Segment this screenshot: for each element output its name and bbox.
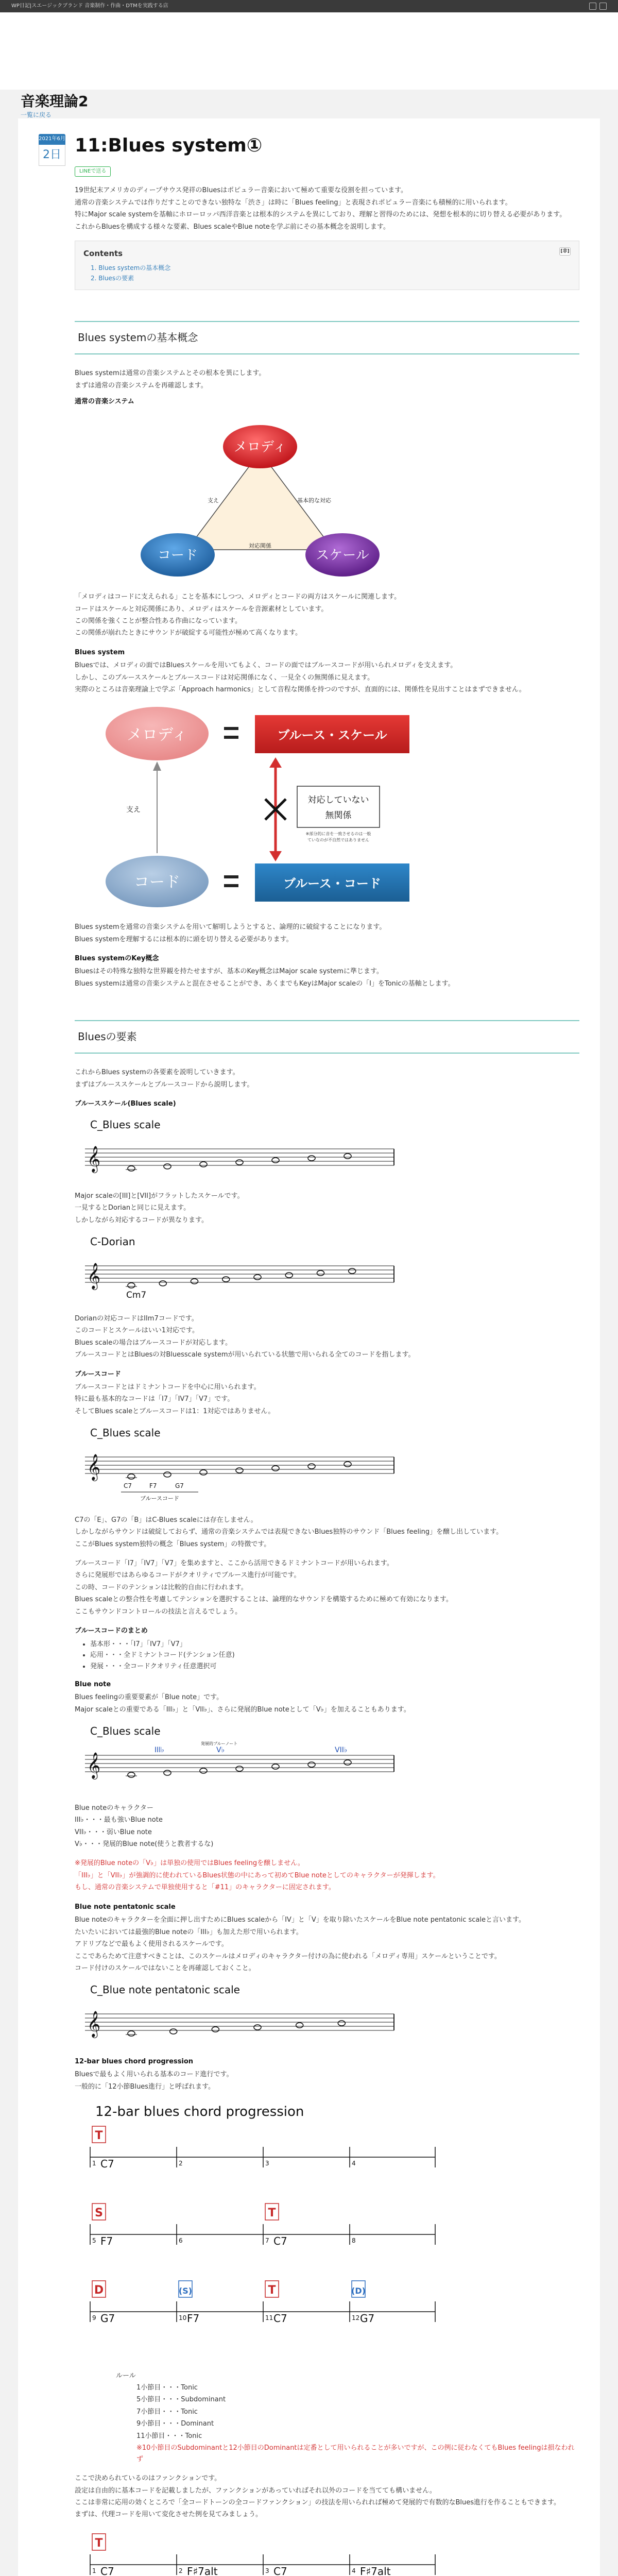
staff-title: C_Blue note pentatonic scale	[90, 1984, 240, 1996]
text: Blues systemは通常の音楽システムと混在させることができ、あくまでもKeyはMajor scaleの「I」をTonicの基軸とします。	[75, 979, 455, 988]
subheading: Blue note pentatonic scale	[75, 1903, 176, 1911]
text: Blues feelingの重要要素が「Blue note」です。	[75, 1693, 224, 1702]
staff-pentatonic	[75, 1982, 579, 2047]
note-head	[128, 1166, 135, 1171]
chord-summary-list	[75, 1639, 579, 1672]
text: Bluesでは、メロディの面ではBluesスケールを用いてもよく、コードの面ではブルースコードが用いられメロディを支えます。	[75, 662, 457, 670]
treble-clef-icon: 𝄞	[87, 1263, 101, 1290]
note-head	[296, 2023, 303, 2028]
text: アドリブなどで最もよく使用されるスケールです。	[75, 1940, 228, 1948]
subheading: 通常の音楽システム	[75, 398, 134, 406]
intro-line: 特にMajor scale systemを基軸にホローロッパ西洋音楽とは根本的システムを異にしており、理解と習得のためには、発想を根本的に切り替える必要があります。	[75, 211, 566, 219]
note-head	[191, 1279, 198, 1284]
share-icon[interactable]	[599, 3, 607, 10]
treble-clef-icon: 𝄞	[87, 2011, 101, 2038]
note-head	[308, 1464, 315, 1469]
measure-number: 1	[92, 2567, 96, 2574]
site-title[interactable]: 音楽理論2	[21, 93, 89, 110]
rule-item: 9小節目・・・Dominant	[136, 2420, 214, 2428]
toc-title: Contents	[83, 249, 123, 259]
section-heading: Blues systemの基本概念	[75, 321, 579, 354]
note-head	[349, 1268, 356, 1274]
intro	[75, 185, 579, 232]
text: ブルースコードとはドミナントコードを中心に用いられます。	[75, 1383, 261, 1391]
text: たいたいにおいては最強的Blue noteの「III♭」も加えた形で用いられます。	[75, 1928, 303, 1936]
treble-clef-icon: 𝄞	[87, 1454, 101, 1481]
text: まずはブルーススケールとブルースコードから説明します。	[75, 1080, 254, 1089]
text: Blues systemは通常の音楽システムとその根本を異にします。	[75, 369, 266, 378]
note-head	[338, 2021, 345, 2026]
text: Bluesで最もよく用いられる基本のコード進行です。	[75, 2071, 233, 2079]
function-label: S	[95, 2207, 103, 2220]
note-head	[308, 1762, 315, 1767]
text: ここで決められているのはファンクションです。	[75, 2475, 221, 2483]
text: コード付けのスケールではないことを再確認しておくこと。	[75, 1964, 255, 1972]
edge-support-label: 支え	[208, 497, 219, 504]
fig2-chord-label: コード	[134, 873, 180, 891]
triangle-diagram	[75, 415, 579, 583]
text: しかし、このブルーススケールとブルースコードは対応関係になく、一見全くの無関係に見えます。	[75, 673, 374, 682]
subheading: Blues systemのKey概念	[75, 954, 159, 962]
chord-symbol: C7	[273, 2565, 287, 2576]
measure-number: 2	[179, 2567, 183, 2574]
subheading: 12-bar blues chord progression	[75, 2057, 194, 2065]
warning-note	[75, 1858, 579, 1893]
note-head	[170, 2029, 177, 2034]
list-item: • 基本形・・・「I7」「IV7」「V7」	[90, 1639, 579, 1650]
text: C7の「E」、G7の「B」はC-Blues scaleには存在しません。	[75, 1516, 258, 1524]
text: まずは通常の音楽システムを再確認します。	[75, 381, 208, 389]
measure-number: 8	[352, 2237, 356, 2245]
measure-number: 7	[265, 2237, 269, 2245]
note-head	[272, 1764, 279, 1769]
subheading: ブルースコードのまとめ	[75, 1627, 148, 1635]
rule-item: 7小節目・・・Tonic	[136, 2408, 198, 2416]
chord-symbol: F♯7alt	[187, 2565, 218, 2576]
text: これからBlues systemの各要素を説明していきます。	[75, 1069, 239, 1077]
text: V♭・・・発展的Blue note(使うと教者するな)	[75, 1840, 214, 1849]
section-heading: Bluesの要素	[75, 1020, 579, 1054]
text: 「III♭」と「VII♭」が強調的に使われているBlues状態の中にあって初めてBlue noteとしてのキャラクターが発揮します。	[75, 1871, 440, 1879]
measure-number: 2	[179, 2160, 183, 2167]
text: もし、通常の音楽システムで単独使用すると「#11」のキャラクターに固定されます。	[75, 1884, 335, 1892]
date-badge	[39, 134, 65, 166]
text: コードはスケールと対応関係にあり、メロディはスケールを音源素材としています。	[75, 605, 328, 613]
text: Blue noteのキャラクターを全面に押し出すためにBlues scaleから「IV」と「V」を取り除いたスケールをBlue note pentatonic scaleと言います。	[75, 1916, 525, 1924]
chord-label: コード	[157, 547, 198, 563]
staff-blues-scale	[75, 1117, 579, 1182]
note-head	[164, 1164, 171, 1169]
note-head	[272, 1466, 279, 1471]
chord-symbol: F7	[100, 2235, 113, 2248]
measure-number: 4	[352, 2567, 356, 2574]
text: Blues systemを通常の音楽システムを用いて解明しようとすると、論理的に破綻することになります。	[75, 923, 386, 931]
blue-note-mark: III♭	[154, 1746, 164, 1755]
text: Blues scaleの場合はブルースコードが対応します。	[75, 1338, 232, 1347]
note-head	[128, 1772, 135, 1777]
fig2-blues-chord-label: ブルース・コード	[283, 876, 381, 891]
date-day: 2日	[39, 145, 65, 166]
text: ここは非常に応用の効くところで「全コードトーンの全コードファンクション」の技法を用いられれば極めて発展的で有数的なBlues進行を作ることもできます。	[75, 2498, 560, 2506]
text: ここもサウンドコントロールの技法と言えるでしょう。	[75, 1607, 242, 1616]
back-link[interactable]: 一覧に戻る	[21, 111, 52, 118]
rule-item: 11小節目・・・Tonic	[136, 2432, 202, 2440]
text: 設定は自由的に基本コードを記載しましたが、ファンクションがあっていればそれ以外のコードを当てても構いません。	[75, 2486, 436, 2495]
text: この関係が崩れたときにサウンドが破綻する可能性が極めて高くなります。	[75, 629, 302, 637]
toc-item[interactable]: 1. Blues systemの基本概念	[91, 264, 171, 272]
text: この関係を強くことが整合性ある作曲になっています。	[75, 617, 242, 625]
topbar-icons	[589, 3, 607, 10]
text: ※発展的Blue noteの「V♭」は単独の使用ではBlues feelingを醸しません。	[75, 1859, 304, 1868]
subheading: Blue note	[75, 1680, 111, 1688]
note-head	[344, 1462, 351, 1467]
text: しかしながら対応するコードが異なります。	[75, 1216, 208, 1224]
edge-relation-label: 対応関係	[249, 542, 271, 549]
function-label: T	[268, 2284, 276, 2297]
note-head	[128, 1283, 135, 1288]
post-title: 11:Blues system①	[75, 135, 263, 156]
intro-line: 19世紀末アメリカのディープサウス発祥のBluesはポピュラー音楽において極めて重要な役割を担っています。	[75, 187, 408, 195]
intro-line: 通常の音楽システムでは作りだすことのできない独特な「渋さ」は時に「Blues feeling」と表現されポピュラー音楽にも積極的に用いられます。	[75, 198, 512, 207]
article	[18, 118, 600, 2576]
fig2-melody-label: メロディ	[127, 725, 187, 744]
staff-title: C_Blues scale	[90, 1427, 161, 1439]
menu-icon[interactable]	[589, 3, 596, 10]
text: まずは、代理コードを用いて変化させた例を見てみましょう。	[75, 2511, 263, 2519]
text: しかしながらサウンドは破綻しておらず、通常の音楽システムでは表現できないBlues独特のサウンド「Blues feeling」を醸し出しています。	[75, 1528, 503, 1536]
chord-symbol: G7	[360, 2312, 375, 2325]
rule-block	[75, 2370, 579, 2465]
measure-number: 5	[92, 2237, 96, 2245]
fig2-blues-scale-label: ブルース・スケール	[277, 727, 387, 742]
staff-note: 発展的ブルーノート	[201, 1741, 238, 1747]
text: 「メロディはコードに支えられる」ことを基本にしつつ、メロディとコードの両方はスケールに関連します。	[75, 593, 401, 601]
fig2-support-label: 支え	[126, 805, 141, 814]
measure-number: 12	[352, 2314, 360, 2322]
text: 一見するとDorianと同じに見えます。	[75, 1204, 191, 1212]
rule-note: ※10小節目のSubdominantと12小節目のDominantは定番として用いられることが多いですが、この例に従わなくてもBlues feelingは損なわれず	[136, 2444, 575, 2463]
function-label: T	[95, 2129, 103, 2143]
text: この時、コードのテンションは比較的自由に行われます。	[75, 1583, 248, 1591]
measure-number: 9	[92, 2314, 96, 2322]
staff-blues-chords	[75, 1425, 579, 1506]
note-head	[128, 2031, 135, 2036]
note-head	[222, 1277, 230, 1282]
text: ブルースコード「I7」「IV7」「V7」を集めますと、ここから活用できるドミナントコードが用いられます。	[75, 1560, 393, 1568]
table-of-contents	[75, 241, 579, 290]
edge-basic-label: 基本的な対応	[297, 497, 331, 504]
text: ここであらためて注意すべきことは、このスケールはメロディのキャラクター付けの為に使われる「メロディ専用」スケールということです。	[75, 1952, 501, 1960]
note-head	[236, 1468, 243, 1473]
blue-note-mark: V♭	[216, 1746, 225, 1755]
chord-symbol: G7	[100, 2312, 115, 2325]
top-bar	[0, 0, 618, 12]
site-header	[0, 12, 618, 118]
measure-number: 10	[179, 2314, 187, 2322]
text: Blues systemを理解するには根本的に頭を切り替える必要があります。	[75, 935, 293, 943]
text: このコードとスケールはいい1対応です。	[75, 1327, 199, 1335]
staff-chord: G7	[175, 1482, 184, 1490]
function-label: (S)	[178, 2286, 193, 2296]
note-head	[272, 1158, 279, 1163]
measure-number: 3	[265, 2567, 269, 2574]
text: Major scaleの[III]と[VII]がフラットしたスケールです。	[75, 1192, 244, 1200]
measure-number: 1	[92, 2160, 96, 2167]
chord-symbol: F7	[187, 2312, 200, 2325]
progression-title: 12-bar blues chord progression	[95, 2104, 304, 2120]
function-label: D	[94, 2284, 104, 2297]
fig2-box-note2: ていなのが不自然ではありません	[307, 837, 369, 842]
note-head	[128, 1474, 135, 1479]
text: ブルースコードとはBluesの対Bluesscale systemが用いられている状態で用いられる全てのコードを指します。	[75, 1351, 415, 1359]
note-head	[236, 1766, 243, 1771]
staff-title: C_Blues scale	[90, 1725, 161, 1738]
text: Blues scaleとの整合性を考慮してテンションを選択することは、論理的なサウンドを構築するために極めて有効になります。	[75, 1596, 453, 1604]
subheading: ブルーススケール(Blues scale)	[75, 1100, 176, 1108]
treble-clef-icon: 𝄞	[87, 1145, 101, 1172]
text: ここがBlues system独特の概念「Blues system」の特徴です。	[75, 1540, 271, 1548]
breadcrumb: WP日記|スエージックブランド 音楽制作・作曲・DTMを実践する店	[11, 3, 168, 9]
staff-chord: Cm7	[126, 1290, 147, 1301]
note-head	[344, 1760, 351, 1765]
text: Bluesはその特殊な独特な世界観を持たせますが、基本のKey概念はMajor scale systemに準じます。	[75, 968, 383, 976]
list-item: • 応用・・・全ドミナントコード(テンション任意)	[90, 1650, 579, 1660]
note-head	[159, 1281, 166, 1286]
fig2-box-line1: 対応していない	[307, 794, 369, 805]
note-head	[164, 1472, 171, 1477]
text: Blue noteのキャラクター	[75, 1804, 153, 1812]
text: Dorianの対応コードはIIm7コードです。	[75, 1314, 198, 1323]
note-head	[212, 2027, 219, 2032]
text: 特に最も基本的なコードは「I7」「IV7」「V7」です。	[75, 1395, 234, 1403]
chord-symbol: C7	[100, 2158, 114, 2171]
note-head	[254, 2025, 261, 2030]
rule-item: 1小節目・・・Tonic	[136, 2384, 198, 2392]
staff-title: C_Blues scale	[90, 1118, 161, 1131]
text: そしてBlues scaleとブルースコードは1：1対応ではありません。	[75, 1407, 275, 1415]
chord-symbol: C7	[100, 2565, 114, 2576]
progression-chart-1	[75, 2100, 579, 2362]
measure-number: 11	[265, 2314, 273, 2322]
fig2-box-note1: ※部分的に音を一致させるのは一般	[305, 831, 371, 836]
note-head	[285, 1273, 293, 1278]
chord-symbol: C7	[273, 2235, 287, 2248]
subheading: Blues system	[75, 648, 125, 656]
note-head	[164, 1770, 171, 1775]
intro-line: これからBluesを構成する様々な要素、Blues scaleやBlue noteを学ぶ前にその基本概念を説明します。	[75, 223, 390, 231]
note-head	[344, 1154, 351, 1159]
text: さらに発展形ではあらゆるコードがクオリティでブルース進行が可能です。	[75, 1571, 301, 1580]
fig2-box-line2: 無関係	[325, 810, 352, 821]
function-label: T	[268, 2207, 276, 2220]
note-head	[200, 1470, 207, 1475]
progression-chart-2	[75, 2529, 579, 2576]
measure-number: 4	[352, 2160, 356, 2167]
staff-title: C-Dorian	[90, 1235, 135, 1248]
chord-symbol: C7	[273, 2312, 287, 2325]
text: 一般的に「12小節Blues進行」と呼ばれます。	[75, 2082, 215, 2091]
chord-symbol: F♯7alt	[360, 2565, 391, 2576]
staff-dorian	[75, 1234, 579, 1304]
staff-caption: ブルースコード	[140, 1495, 180, 1502]
note-head	[236, 1160, 243, 1165]
note-head	[254, 1275, 261, 1280]
staff-blue-notes	[75, 1723, 579, 1794]
text: III♭・・・最も強いBlue note	[75, 1816, 163, 1824]
text: Major scaleとの重要である「III♭」と「VII♭」、さらに発展的Blue noteとして「V♭」を加えることもあります。	[75, 1705, 410, 1714]
rule-item: 5小節目・・・Subdominant	[136, 2396, 226, 2404]
line-share-button[interactable]: LINEで送る	[75, 166, 111, 177]
blues-system-diagram	[75, 704, 579, 913]
text: 実際のところは音楽理論上で学ぶ「Approach harmonics」として音程な関係を持つのですが、直面的には、関係性を見出すことはまずできません。	[75, 686, 526, 694]
function-label: (D)	[351, 2286, 366, 2296]
date-year-month: 2021年6月	[39, 134, 65, 145]
blue-note-mark: VII♭	[335, 1746, 348, 1755]
melody-label: メロディ	[234, 439, 286, 455]
text: VII♭・・・弱いBlue note	[75, 1828, 152, 1836]
note-head	[200, 1768, 207, 1773]
toc-toggle-button[interactable]: [非]	[559, 247, 571, 256]
note-head	[308, 1156, 315, 1161]
subheading: ブルースコード	[75, 1370, 121, 1378]
toc-item[interactable]: 2. Bluesの要素	[91, 274, 134, 282]
staff-chord: F7	[149, 1482, 157, 1490]
measure-number: 6	[179, 2237, 183, 2245]
list-item: • 発展・・・全コードクオリティ任意選択可	[90, 1661, 579, 1672]
staff-chord: C7	[124, 1482, 132, 1490]
rule-title: ルール	[116, 2371, 136, 2380]
function-label: T	[95, 2536, 103, 2550]
note-head	[317, 1270, 324, 1276]
scale-label: スケール	[316, 547, 369, 563]
treble-clef-icon: 𝄞	[87, 1752, 101, 1779]
note-head	[200, 1162, 207, 1167]
measure-number: 3	[265, 2160, 269, 2167]
